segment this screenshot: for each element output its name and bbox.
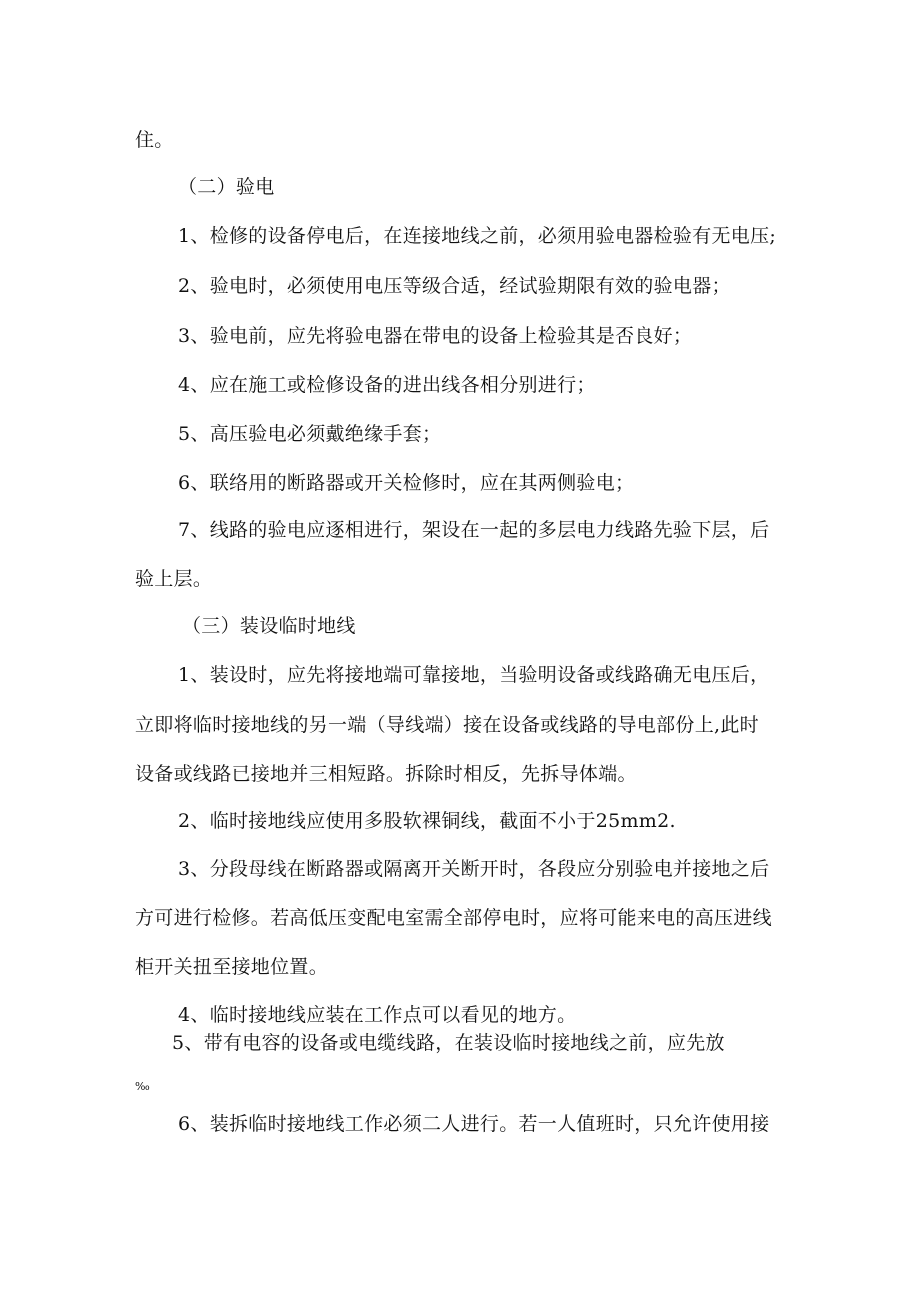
list-item: 2、验电时，必须使用电压等级合适，经试验期限有效的验电器；: [178, 275, 731, 297]
list-item: 3、分段母线在断路器或隔离开关断开时，各段应分别验电并接地之后: [178, 858, 770, 880]
list-item: 1、检修的设备停电后，在连接地线之前，必须用验电器检验有无电压;: [178, 225, 777, 247]
list-item: 5、带有电容的设备或电缆线路，在装设临时接地线之前，应先放: [172, 1032, 725, 1054]
section-heading-verify-power: （二）验电: [178, 176, 275, 198]
list-item-continuation: 柜开关扭至接地位置。: [135, 956, 329, 978]
list-item: 5、高压验电必须戴绝缘手套；: [178, 423, 442, 445]
list-item: 2、临时接地线应使用多股软裸铜线，截面不小于25mm2.: [178, 810, 676, 832]
list-item: 4、临时接地线应装在工作点可以看见的地方。: [178, 1004, 577, 1026]
list-item: 1、装设时，应先将接地端可靠接地，当验明设备或线路确无电压后，: [178, 664, 770, 686]
list-item-continuation: 立即将临时接地线的另一端（导线端）接在设备或线路的导电部份上,此时: [135, 714, 759, 736]
section-heading-temp-grounding: （三）装设临时地线: [182, 615, 356, 637]
permille-mark: ‰: [135, 1080, 151, 1093]
list-item: 7、线路的验电应逐相进行，架设在一起的多层电力线路先验下层，后: [178, 519, 770, 541]
list-item: 6、联络用的断路器或开关检修时，应在其两侧验电；: [178, 472, 635, 494]
list-item-continuation: 验上层。: [135, 568, 213, 590]
continuation-text: 住。: [135, 129, 174, 151]
list-item-continuation: 设备或线路已接地并三相短路。拆除时相反，先拆导体端。: [135, 763, 637, 785]
list-item-continuation: 方可进行检修。若高低压变配电室需全部停电时，应将可能来电的高压进线: [135, 907, 772, 929]
list-item: 6、装拆临时接地线工作必须二人进行。若一人值班时，只允许使用接: [178, 1113, 770, 1135]
list-item: 3、验电前，应先将验电器在带电的设备上检验其是否良好；: [178, 325, 693, 347]
list-item: 4、应在施工或检修设备的进出线各相分别进行；: [178, 374, 596, 396]
